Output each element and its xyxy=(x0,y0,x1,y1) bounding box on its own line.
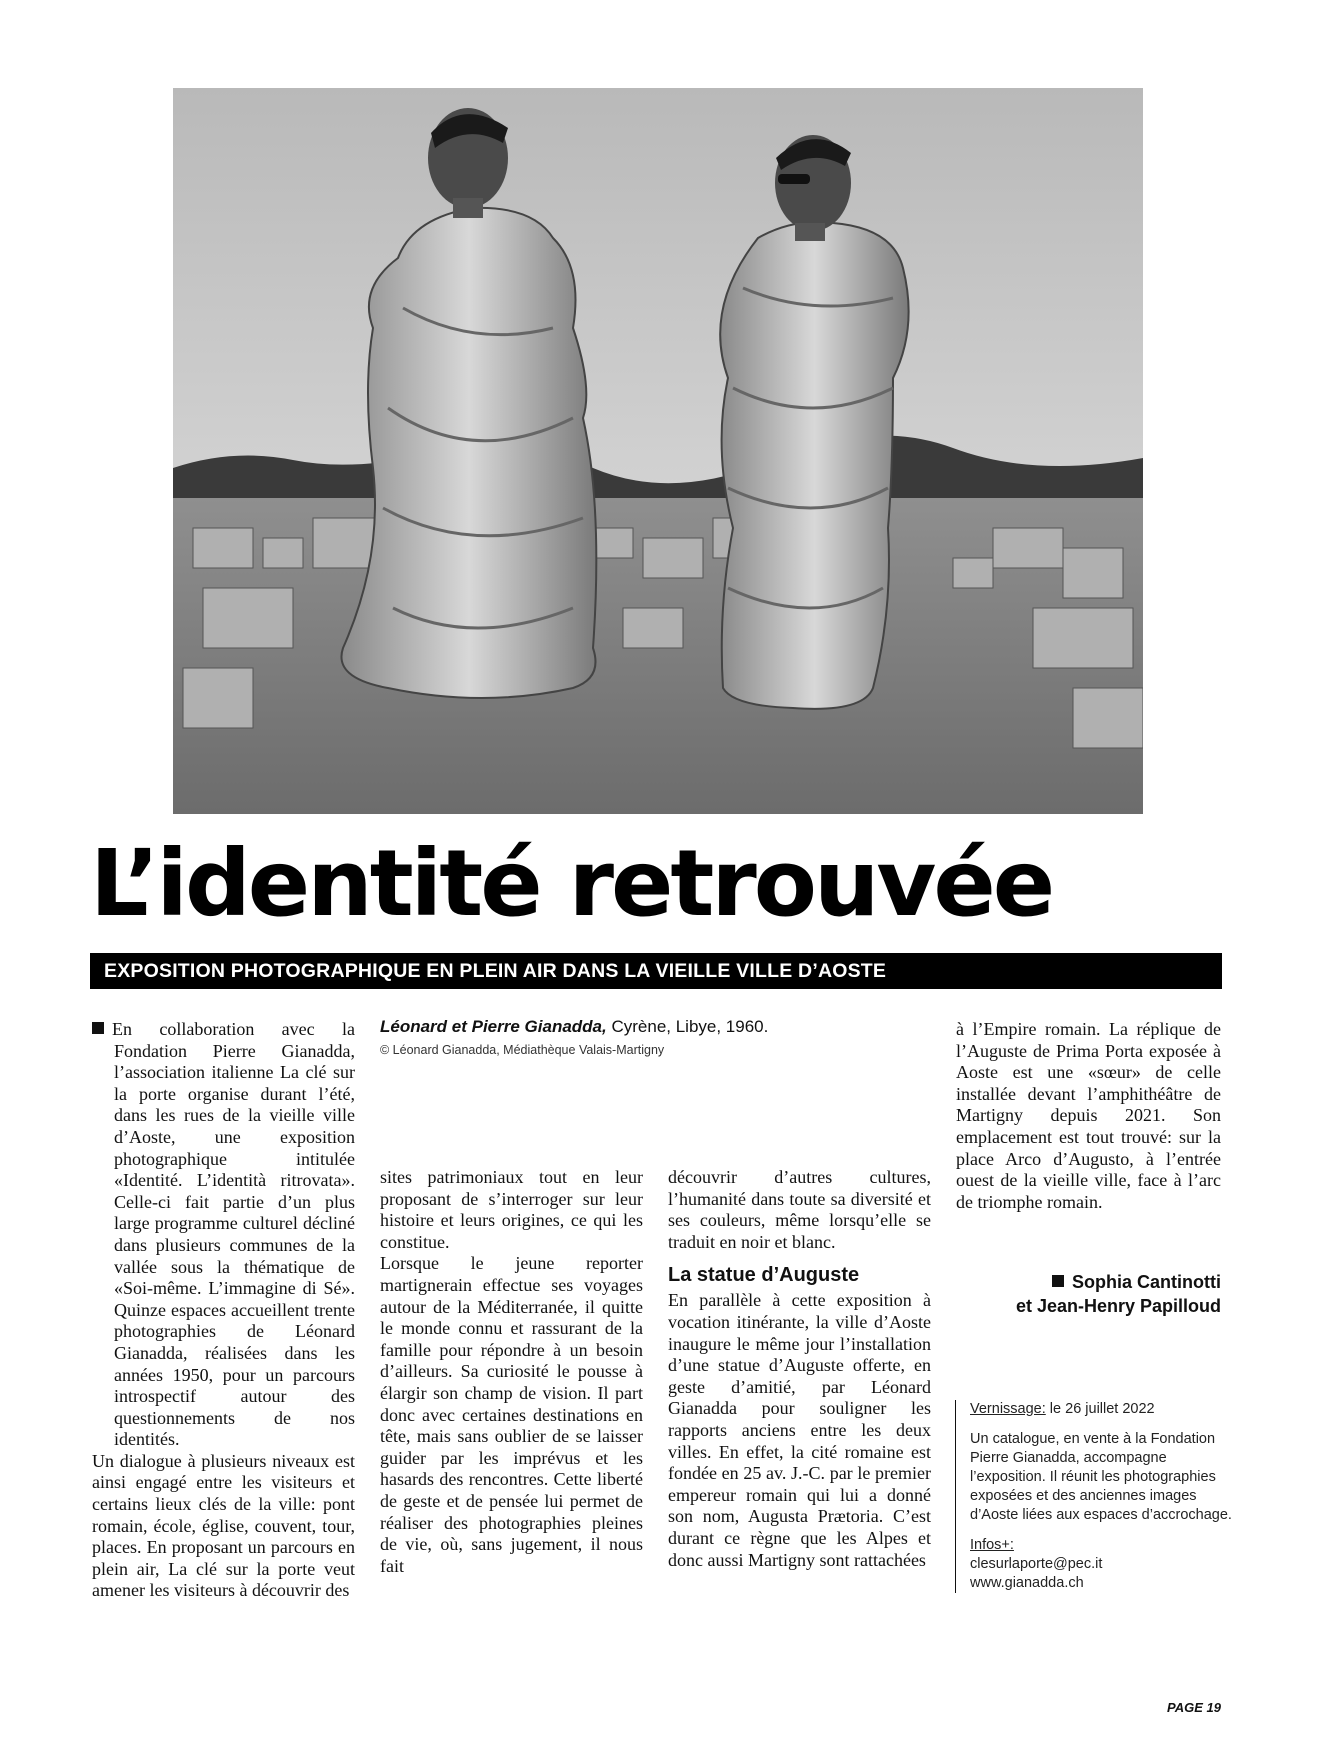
article-paragraph: En parallèle à cette exposition à vocation itinérante, la ville d’Aoste inaugure le même jour l’installation d’une statue d’Auguste offerte, en geste d’amitié, par Léonard Gianadda pour souligner les rapports anciens entre les deux villes. En effet, la cité romaine est fondée en 25 av. J.-C. par le premier empereur romain qui lui a donné son nom, Augusta Prætoria. C’est durant ce règne que les Alpes et donc aussi Martigny sont rattachées xyxy=(668,1290,931,1570)
article-column-3 xyxy=(668,1167,931,1571)
page-title: L’identité retrouvée xyxy=(90,830,1053,937)
catalogue-text: Un catalogue, en vente à la Fondation Pierre Gianadda, accompagne l’exposition. Il réunit les photographies exposées et des anciennes images d’Aoste liées aux espaces d’accrochage. xyxy=(970,1431,1232,1523)
caption-place: Cyrène, Libye, 1960. xyxy=(606,1017,769,1036)
author-signature xyxy=(956,1270,1221,1318)
bullet-square-icon xyxy=(1052,1275,1064,1287)
infos-block xyxy=(970,1536,1236,1593)
caption-names: Léonard et Pierre Gianadda, xyxy=(380,1017,607,1036)
article-paragraph: à l’Empire romain. La réplique de l’Auguste de Prima Porta exposée à Aoste est une «sœur» de celle installée devant l’amphithéâtre de Martigny depuis 2021. Son emplacement est tout trouvé: sur la place Arco d’Augusto, à l’entrée ouest de la vieille ville, face à l’arc de triomphe romain. xyxy=(956,1019,1221,1212)
subtitle: EXPOSITION PHOTOGRAPHIQUE EN PLEIN AIR DANS LA VIEILLE VILLE D’AOSTE xyxy=(104,960,887,982)
caption-credit: © Léonard Gianadda, Médiathèque Valais-Martigny xyxy=(380,1043,665,1057)
vernissage-value: le 26 juillet 2022 xyxy=(1045,1401,1155,1417)
section-heading: La statue d’Auguste xyxy=(668,1264,860,1287)
email-link[interactable]: clesurlaporte@pec.it xyxy=(970,1556,1103,1572)
signature-line-1 xyxy=(956,1270,1221,1294)
bullet-square-icon xyxy=(92,1022,104,1034)
article-paragraph xyxy=(92,1019,355,1451)
photo-two-men-with-statues xyxy=(173,88,1143,814)
author-names: Sophia Cantinotti xyxy=(1072,1272,1221,1292)
subtitle-bar xyxy=(90,953,1222,989)
infos-label: Infos+: xyxy=(970,1537,1014,1553)
article-paragraph: Lorsque le jeune reporter martignerain effectue ses voyages autour de la Méditerranée, il quitte le monde connu et rassurant de la famille pour répondre à un besoin d’ailleurs. Sa curiosité le pousse à élargir son champ de vision. Il part donc avec certaines destinations en tête, mais sans oublier de se laisser guider par les imprévus et les hasards des rencontres. Cette liberté de geste et de pensée lui permet de réaliser des photographies pleines de vie, où, sans jugement, il nous fait xyxy=(380,1253,643,1576)
caption-main xyxy=(380,1017,900,1037)
article-column-1 xyxy=(92,1019,355,1602)
vernissage-line xyxy=(970,1400,1236,1419)
article-paragraph: Un dialogue à plusieurs niveaux est ainsi engagé entre les visiteurs et certains lieux clés de la ville: pont romain, école, église, couvent, tour, places. En proposant un parcours en plein air, La clé sur la porte veut amener les visiteurs à découvrir des xyxy=(92,1450,355,1601)
article-column-2 xyxy=(380,1167,643,1577)
article-column-4 xyxy=(956,1019,1221,1213)
info-box xyxy=(955,1400,1236,1593)
vernissage-label: Vernissage: xyxy=(970,1401,1046,1417)
page-number: PAGE 19 xyxy=(1167,1700,1221,1715)
signature-line-2: et Jean-Henry Papilloud xyxy=(1015,1296,1221,1316)
website-link[interactable]: www.gianadda.ch xyxy=(970,1575,1084,1591)
article-paragraph: sites patrimoniaux tout en leur proposant de s’interroger sur leur histoire et leurs origines, ce qui les constitue. xyxy=(380,1167,643,1252)
paragraph-text: En collaboration avec la Fondation Pierre Gianadda, l’association italienne La clé sur la porte organise durant l’été, dans les rues de la vieille ville d’Aoste, une exposition photographique intitulée «Identité. L’identità ritrovata». Celle-ci fait partie d’un plus large programme culturel décliné dans plusieurs communes de la vallée sous la thématique de «Soi-même. L’immagine di Sé». Quinze espaces accueillent trente photographies de Léonard Gianadda, réalisées dans les années 1950, pour un parcours introspectif autour des questionnements de nos identités. xyxy=(112,1019,355,1450)
article-paragraph: découvrir d’autres cultures, l’humanité dans toute sa diversité et ses couleurs, même lorsqu’elle se traduit en noir et blanc. xyxy=(668,1167,931,1252)
photo-image xyxy=(173,88,1143,814)
photo-caption xyxy=(380,1017,900,1057)
